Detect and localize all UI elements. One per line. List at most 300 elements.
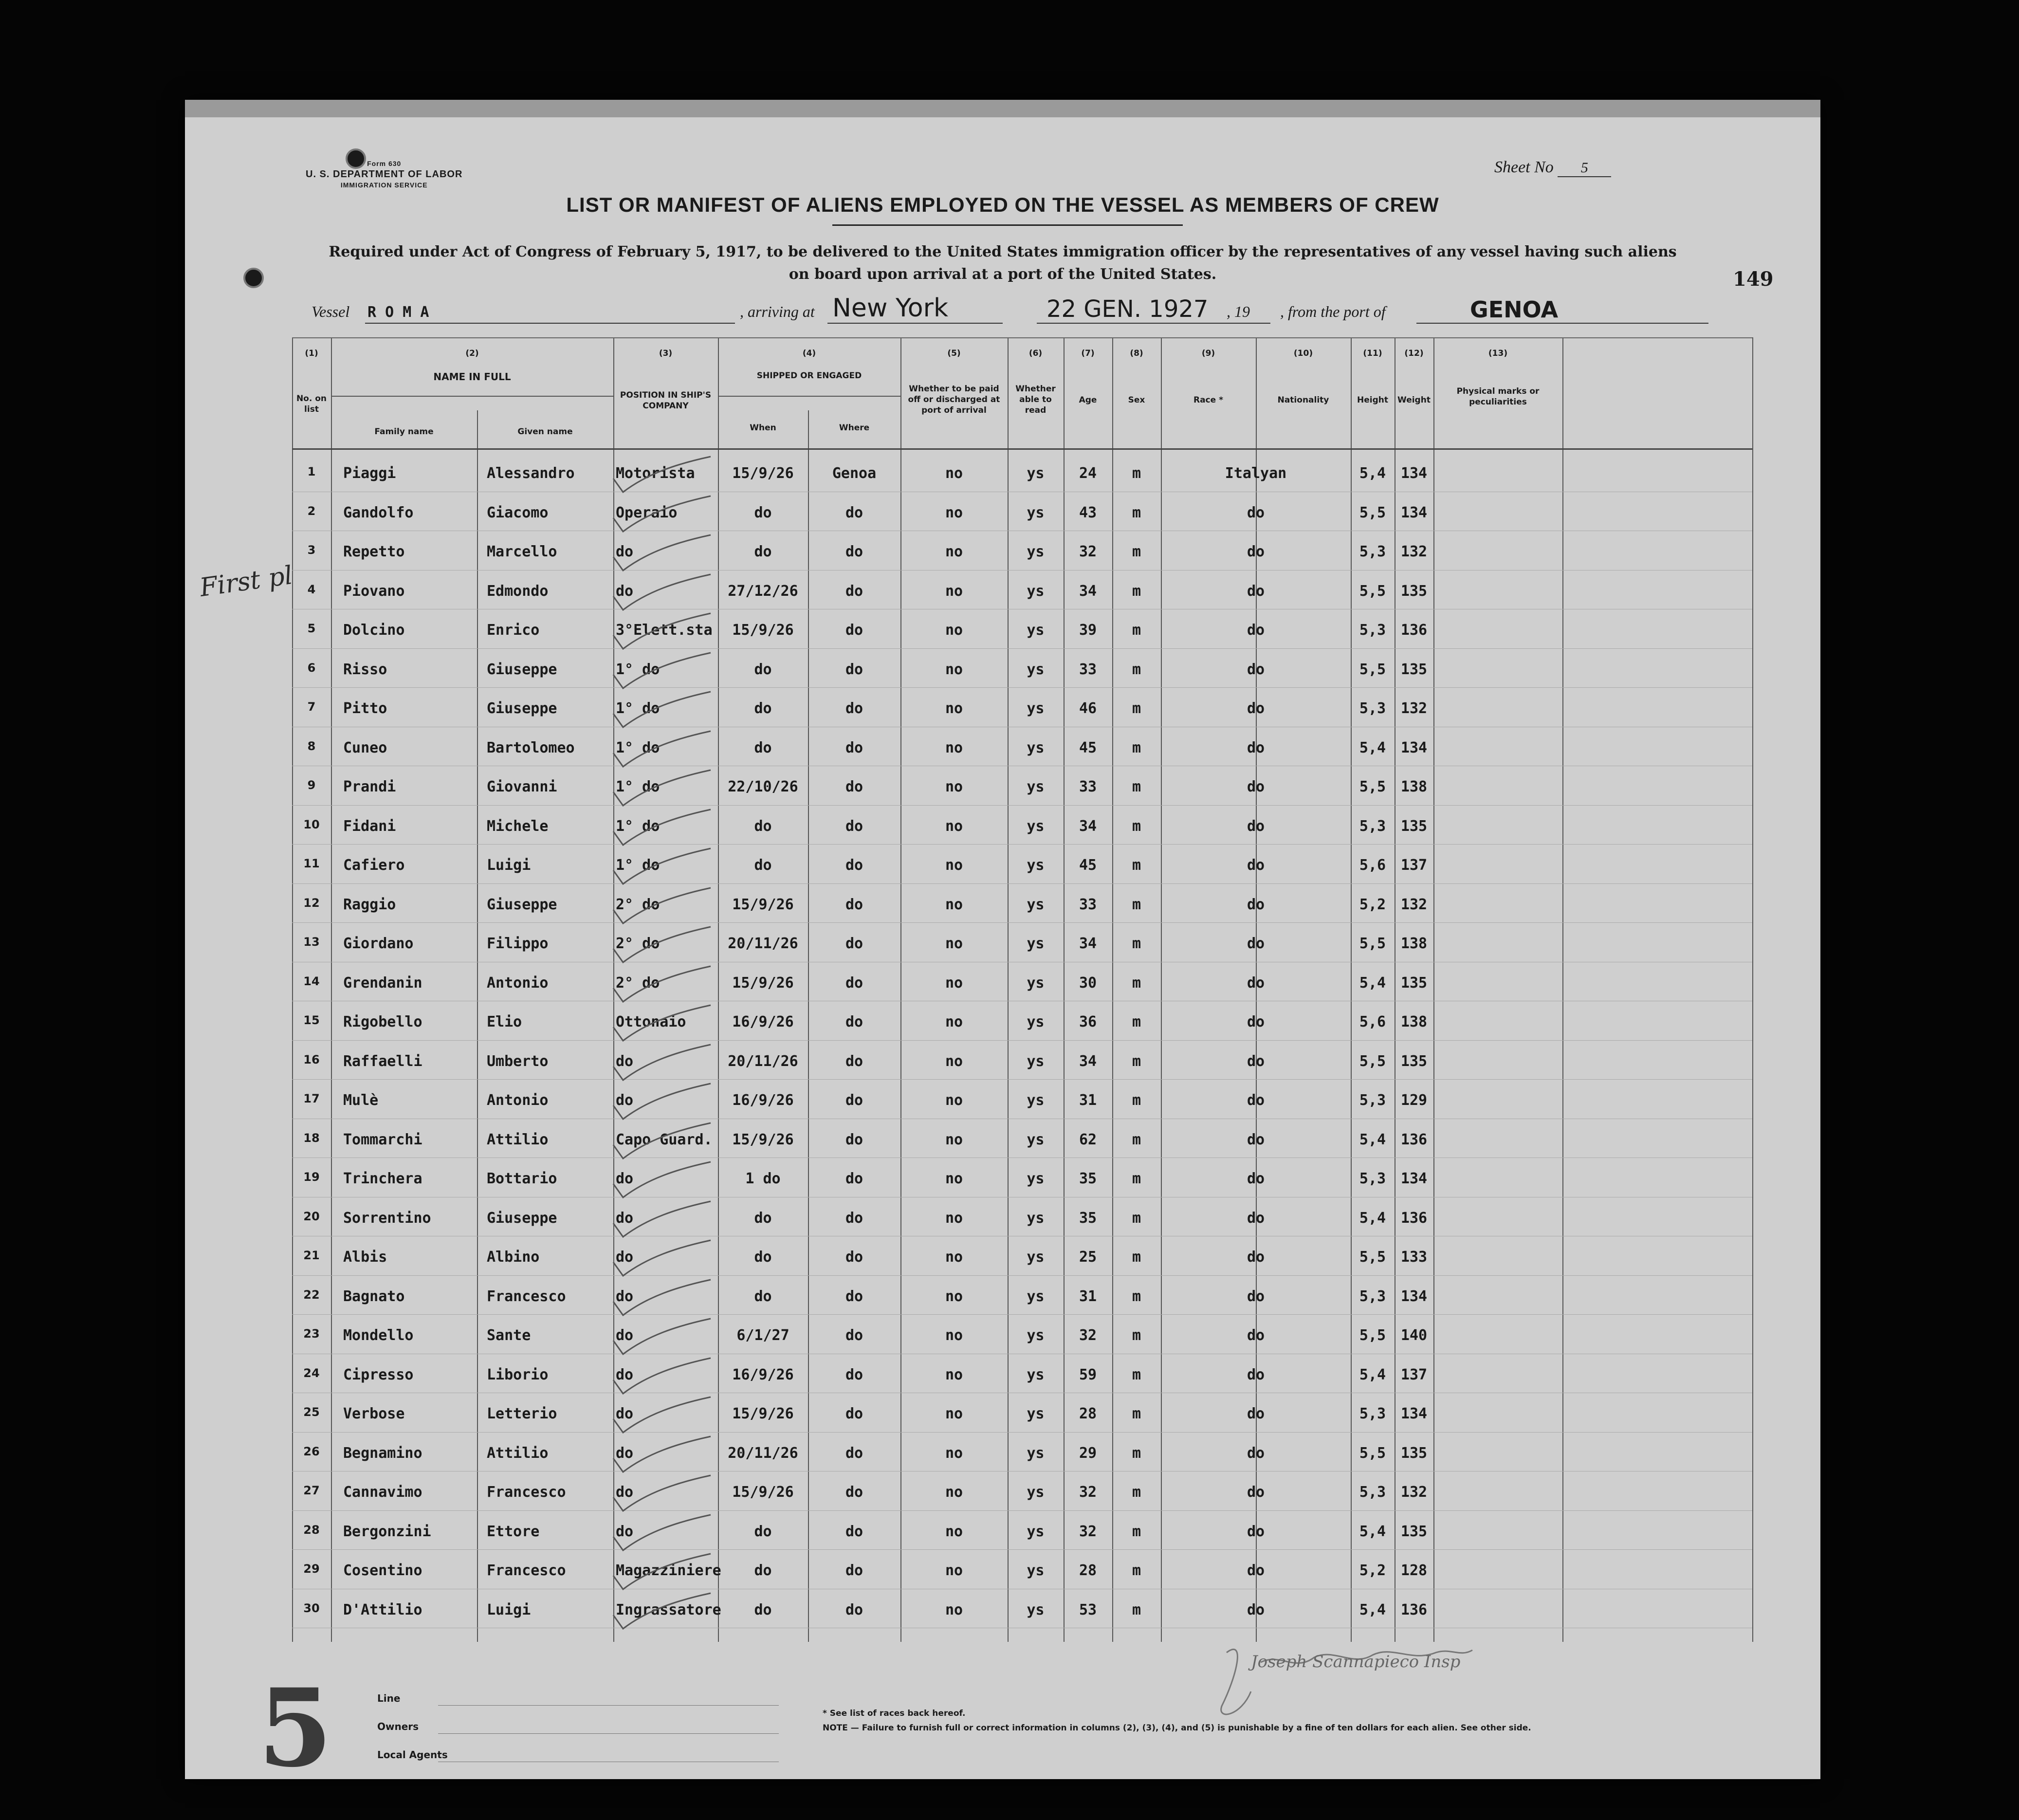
cell-race: do <box>1247 700 1265 717</box>
cell-race: do <box>1247 1013 1265 1030</box>
cell-height: 5,5 <box>1359 1249 1386 1266</box>
cell-paid-off: no <box>945 935 963 952</box>
cell-when: do <box>754 700 772 717</box>
cell-sex: m <box>1132 739 1141 756</box>
cell-no: 11 <box>303 857 320 870</box>
cell-family-name: Trinchera <box>343 1170 422 1187</box>
cell-where: do <box>845 1484 863 1501</box>
cell-age: 45 <box>1079 739 1097 756</box>
cell-sex: m <box>1132 504 1141 521</box>
signature-text: Joseph Scannapieco Insp <box>1251 1652 1461 1672</box>
header-able-to-read: Whether able to read <box>1015 384 1056 415</box>
cell-able-to-read: ys <box>1027 857 1045 874</box>
title-underline <box>832 224 1183 226</box>
check-mark-icon <box>608 533 716 576</box>
cell-given-name: Bartolomeo <box>487 739 575 756</box>
cell-given-name: Giuseppe <box>487 896 557 913</box>
cell-where: do <box>845 1405 863 1422</box>
cell-able-to-read: ys <box>1027 1287 1045 1305</box>
cell-family-name: Fidani <box>343 817 396 835</box>
name-header-rule <box>477 396 613 397</box>
cell-position: 2° do <box>616 974 660 992</box>
header-position: POSITION IN SHIP'S COMPANY <box>620 390 712 411</box>
cell-race: do <box>1247 974 1265 992</box>
cell-paid-off: no <box>945 1092 963 1109</box>
cell-when: do <box>754 817 772 835</box>
cell-family-name: Cafiero <box>343 857 405 874</box>
cell-able-to-read: ys <box>1027 1562 1045 1579</box>
check-mark-icon <box>608 1121 716 1164</box>
cell-able-to-read: ys <box>1027 778 1045 795</box>
cell-weight: 132 <box>1400 543 1428 560</box>
cell-when: do <box>754 1523 772 1540</box>
check-mark-icon <box>608 1277 716 1321</box>
cell-age: 35 <box>1079 1170 1097 1187</box>
cell-no: 29 <box>303 1562 320 1576</box>
cell-family-name: Piaggi <box>343 465 396 482</box>
cell-race: do <box>1247 778 1265 795</box>
cell-when: do <box>754 1287 772 1305</box>
cell-no: 12 <box>303 896 320 910</box>
header-bottom-rule <box>292 448 1752 450</box>
cell-paid-off: no <box>945 661 963 678</box>
col-num: (3) <box>659 349 673 358</box>
cell-when: do <box>754 857 772 874</box>
cell-race: do <box>1247 543 1265 560</box>
table-row <box>292 650 1752 690</box>
table-row <box>292 533 1752 572</box>
cell-sex: m <box>1132 661 1141 678</box>
cell-paid-off: no <box>945 1249 963 1266</box>
cell-paid-off: no <box>945 1405 963 1422</box>
cell-weight: 134 <box>1400 465 1428 482</box>
cell-no: 20 <box>303 1209 320 1223</box>
sheet-big-number: 5 <box>258 1665 333 1791</box>
cell-given-name: Francesco <box>487 1484 566 1501</box>
cell-race: do <box>1247 857 1265 874</box>
cell-weight: 135 <box>1400 661 1428 678</box>
arrival-date: 22 GEN. 1927 <box>1046 295 1209 323</box>
cell-able-to-read: ys <box>1027 1523 1045 1540</box>
cell-weight: 133 <box>1400 1249 1428 1266</box>
cell-height: 5,3 <box>1359 1092 1386 1109</box>
cell-paid-off: no <box>945 1287 963 1305</box>
cell-where: do <box>845 504 863 521</box>
cell-when: 15/9/26 <box>732 896 794 913</box>
cell-no: 10 <box>303 817 320 831</box>
header-name-in-full: NAME IN FULL <box>433 371 511 383</box>
cell-height: 5,3 <box>1359 1484 1386 1501</box>
cell-able-to-read: ys <box>1027 1366 1045 1383</box>
cell-able-to-read: ys <box>1027 700 1045 717</box>
cell-sex: m <box>1132 465 1141 482</box>
col-num: (2) <box>465 349 479 358</box>
cell-when: do <box>754 1249 772 1266</box>
check-mark-icon <box>608 729 716 772</box>
cell-sex: m <box>1132 1092 1141 1109</box>
cell-position: do <box>616 1444 634 1462</box>
cell-where: do <box>845 935 863 952</box>
table-row <box>292 924 1752 964</box>
cell-given-name: Marcello <box>487 543 557 560</box>
cell-age: 28 <box>1079 1562 1097 1579</box>
sheet-number-label: Sheet No <box>1494 158 1554 176</box>
cell-when: do <box>754 1601 772 1618</box>
cell-when: 22/10/26 <box>728 778 798 795</box>
cell-age: 33 <box>1079 778 1097 795</box>
cell-weight: 137 <box>1400 857 1428 874</box>
cell-where: do <box>845 1131 863 1148</box>
service-name: IMMIGRATION SERVICE <box>340 181 428 189</box>
cell-paid-off: no <box>945 1484 963 1501</box>
cell-paid-off: no <box>945 1366 963 1383</box>
cell-able-to-read: ys <box>1027 661 1045 678</box>
cell-position: do <box>616 1287 634 1305</box>
cell-when: 15/9/26 <box>732 1484 794 1501</box>
year-suffix: , 19 <box>1227 303 1250 320</box>
cell-family-name: Pitto <box>343 700 387 717</box>
cell-height: 5,5 <box>1359 1327 1386 1344</box>
cell-sex: m <box>1132 1052 1141 1070</box>
cell-sex: m <box>1132 1444 1141 1462</box>
cell-height: 5,4 <box>1359 1601 1386 1618</box>
cell-age: 32 <box>1079 543 1097 560</box>
cell-where: do <box>845 543 863 560</box>
cell-weight: 136 <box>1400 1131 1428 1148</box>
check-mark-icon <box>608 964 716 1008</box>
cell-weight: 132 <box>1400 1484 1428 1501</box>
cell-weight: 134 <box>1400 739 1428 756</box>
cell-given-name: Letterio <box>487 1405 557 1422</box>
cell-sex: m <box>1132 543 1141 560</box>
cell-given-name: Giuseppe <box>487 1209 557 1227</box>
cell-sex: m <box>1132 1327 1141 1344</box>
cell-paid-off: no <box>945 974 963 992</box>
cell-age: 32 <box>1079 1523 1097 1540</box>
table-row <box>292 729 1752 768</box>
date-underline <box>1037 323 1270 324</box>
vessel-name: R O M A <box>367 304 429 321</box>
cell-where: do <box>845 1523 863 1540</box>
sheet-top-edge <box>185 100 1820 117</box>
cell-family-name: Mulè <box>343 1092 379 1109</box>
cell-sex: m <box>1132 817 1141 835</box>
cell-age: 34 <box>1079 582 1097 600</box>
cell-given-name: Ettore <box>487 1523 540 1540</box>
cell-position: Operaio <box>616 504 678 521</box>
cell-race: do <box>1247 935 1265 952</box>
cell-given-name: Attilio <box>487 1131 549 1148</box>
cell-weight: 135 <box>1400 582 1428 600</box>
cell-race: do <box>1247 1366 1265 1383</box>
cell-sex: m <box>1132 1484 1141 1501</box>
cell-no: 9 <box>307 778 316 792</box>
cell-age: 34 <box>1079 935 1097 952</box>
cell-height: 5,5 <box>1359 1444 1386 1462</box>
table-row <box>292 1277 1752 1317</box>
owners-label: Owners <box>377 1721 419 1732</box>
table-top-rule <box>292 337 1752 338</box>
cell-no: 28 <box>303 1523 320 1537</box>
cell-height: 5,5 <box>1359 661 1386 678</box>
cell-sex: m <box>1132 1601 1141 1618</box>
cell-paid-off: no <box>945 1523 963 1540</box>
cell-given-name: Giuseppe <box>487 661 557 678</box>
cell-no: 27 <box>303 1484 320 1497</box>
cell-height: 5,6 <box>1359 1013 1386 1030</box>
col-num: (10) <box>1293 349 1313 358</box>
cell-weight: 138 <box>1400 778 1428 795</box>
table-row <box>292 572 1752 611</box>
header-race: Race * <box>1193 395 1223 405</box>
cell-where: do <box>845 1013 863 1030</box>
cell-no: 15 <box>303 1013 320 1027</box>
cell-height: 5,3 <box>1359 700 1386 717</box>
cell-no: 1 <box>307 465 316 478</box>
cell-where: do <box>845 1366 863 1383</box>
subtitle-line-1: Required under Act of Congress of February 5, 1917, to be delivered to the United States immigration officer by the representatives of any vessel having such aliens <box>329 243 1677 260</box>
cell-given-name: Edmondo <box>487 582 549 600</box>
table-row <box>292 1512 1752 1552</box>
cell-paid-off: no <box>945 504 963 521</box>
cell-sex: m <box>1132 1131 1141 1148</box>
punch-hole <box>243 268 264 288</box>
cell-weight: 138 <box>1400 935 1428 952</box>
check-mark-icon <box>608 807 716 851</box>
cell-age: 33 <box>1079 896 1097 913</box>
cell-given-name: Antonio <box>487 1092 549 1109</box>
table-row <box>292 768 1752 807</box>
cell-family-name: Albis <box>343 1249 387 1266</box>
page-number: 149 <box>1733 268 1774 291</box>
cell-paid-off: no <box>945 1013 963 1030</box>
cell-paid-off: no <box>945 1327 963 1344</box>
cell-able-to-read: ys <box>1027 935 1045 952</box>
cell-when: 16/9/26 <box>732 1092 794 1109</box>
header-given-name: Given name <box>517 427 573 437</box>
cell-position: do <box>616 1366 634 1383</box>
cell-no: 16 <box>303 1052 320 1066</box>
cell-position: Ingrassatore <box>616 1601 721 1618</box>
cell-age: 25 <box>1079 1249 1097 1266</box>
cell-height: 5,5 <box>1359 504 1386 521</box>
cell-when: 15/9/26 <box>732 974 794 992</box>
cell-where: do <box>845 1052 863 1070</box>
table-row <box>292 611 1752 650</box>
col-num: (4) <box>802 349 816 358</box>
col-num: (12) <box>1404 349 1424 358</box>
cell-weight: 140 <box>1400 1327 1428 1344</box>
cell-given-name: Antonio <box>487 974 549 992</box>
cell-able-to-read: ys <box>1027 817 1045 835</box>
table-row <box>292 454 1752 494</box>
header-family-name: Family name <box>374 427 434 437</box>
cell-family-name: Repetto <box>343 543 405 560</box>
cell-when: 20/11/26 <box>728 1444 798 1462</box>
cell-paid-off: no <box>945 1209 963 1227</box>
races-footnote: * See list of races back hereof. <box>823 1709 966 1718</box>
cell-able-to-read: ys <box>1027 1209 1045 1227</box>
cell-position: 1° do <box>616 817 660 835</box>
cell-family-name: Giordano <box>343 935 414 952</box>
cell-sex: m <box>1132 622 1141 639</box>
cell-no: 13 <box>303 935 320 949</box>
cell-when: do <box>754 1209 772 1227</box>
cell-no: 8 <box>307 739 316 753</box>
cell-paid-off: no <box>945 1131 963 1148</box>
cell-when: do <box>754 504 772 521</box>
cell-no: 24 <box>303 1366 320 1380</box>
cell-when: 15/9/26 <box>732 1405 794 1422</box>
cell-where: do <box>845 896 863 913</box>
table-row <box>292 1003 1752 1042</box>
cell-weight: 132 <box>1400 700 1428 717</box>
table-row <box>292 846 1752 885</box>
table-row <box>292 1316 1752 1356</box>
cell-race: do <box>1247 1601 1265 1618</box>
cell-given-name: Giuseppe <box>487 700 557 717</box>
cell-where: do <box>845 974 863 992</box>
cell-position: Magazziniere <box>616 1562 721 1579</box>
check-mark-icon <box>608 454 716 498</box>
cell-sex: m <box>1132 1405 1141 1422</box>
header-weight: Weight <box>1397 395 1431 405</box>
cell-where: do <box>845 1209 863 1227</box>
cell-no: 18 <box>303 1131 320 1145</box>
cell-where: do <box>845 1327 863 1344</box>
cell-given-name: Michele <box>487 817 549 835</box>
cell-race: Italyan <box>1225 465 1287 482</box>
cell-race: do <box>1247 661 1265 678</box>
cell-family-name: Verbose <box>343 1405 405 1422</box>
cell-no: 7 <box>307 700 316 714</box>
cell-family-name: Cannavimo <box>343 1484 422 1501</box>
check-mark-icon <box>608 924 716 968</box>
line-underline <box>438 1705 779 1706</box>
cell-height: 5,3 <box>1359 1287 1386 1305</box>
cell-family-name: Cosentino <box>343 1562 422 1579</box>
cell-height: 5,3 <box>1359 543 1386 560</box>
cell-when: do <box>754 661 772 678</box>
cell-able-to-read: ys <box>1027 1131 1045 1148</box>
cell-where: do <box>845 1249 863 1266</box>
cell-age: 36 <box>1079 1013 1097 1030</box>
check-mark-icon <box>608 885 716 929</box>
cell-position: 2° do <box>616 935 660 952</box>
cell-race: do <box>1247 1209 1265 1227</box>
cell-where: do <box>845 582 863 600</box>
table-row <box>292 494 1752 533</box>
vessel-line <box>312 294 1713 324</box>
cell-where: do <box>845 739 863 756</box>
check-mark-icon <box>608 689 716 733</box>
cell-age: 35 <box>1079 1209 1097 1227</box>
cell-height: 5,3 <box>1359 1405 1386 1422</box>
table-row <box>292 1591 1752 1630</box>
cell-able-to-read: ys <box>1027 1484 1045 1501</box>
check-mark-icon <box>608 768 716 811</box>
subtitle-line-2: on board upon arrival at a port of the United States. <box>789 266 1217 283</box>
footer-labels <box>377 1684 448 1769</box>
cell-no: 22 <box>303 1287 320 1302</box>
cell-age: 33 <box>1079 661 1097 678</box>
cell-race: do <box>1247 504 1265 521</box>
cell-sex: m <box>1132 935 1141 952</box>
cell-position: do <box>616 1092 634 1109</box>
cell-no: 30 <box>303 1601 320 1615</box>
cell-where: do <box>845 661 863 678</box>
cell-age: 39 <box>1079 622 1097 639</box>
table-row <box>292 1159 1752 1199</box>
cell-where: do <box>845 622 863 639</box>
cell-age: 29 <box>1079 1444 1097 1462</box>
col-num: (11) <box>1363 349 1382 358</box>
cell-race: do <box>1247 1405 1265 1422</box>
cell-no: 4 <box>307 582 316 596</box>
cell-position: 3°Elett.sta <box>616 622 713 639</box>
cell-family-name: Cuneo <box>343 739 387 756</box>
cell-no: 14 <box>303 974 320 988</box>
cell-able-to-read: ys <box>1027 622 1045 639</box>
cell-family-name: Rigobello <box>343 1013 422 1030</box>
cell-when: 6/1/27 <box>736 1327 789 1344</box>
cell-able-to-read: ys <box>1027 1092 1045 1109</box>
cell-no: 6 <box>307 661 316 675</box>
cell-position: 1° do <box>616 778 660 795</box>
cell-sex: m <box>1132 1013 1141 1030</box>
cell-family-name: Raggio <box>343 896 396 913</box>
cell-family-name: Bergonzini <box>343 1523 431 1540</box>
cell-when: 15/9/26 <box>732 622 794 639</box>
cell-weight: 135 <box>1400 1523 1428 1540</box>
sheet-number-value: 5 <box>1558 160 1611 177</box>
cell-when: 27/12/26 <box>728 582 798 600</box>
cell-position: 2° do <box>616 896 660 913</box>
cell-age: 31 <box>1079 1092 1097 1109</box>
cell-able-to-read: ys <box>1027 582 1045 600</box>
cell-able-to-read: ys <box>1027 1249 1045 1266</box>
cell-sex: m <box>1132 1209 1141 1227</box>
cell-race: do <box>1247 1327 1265 1344</box>
cell-given-name: Umberto <box>487 1052 549 1070</box>
cell-when: 15/9/26 <box>732 465 794 482</box>
form-identifier <box>306 158 462 190</box>
header-physical-marks: Physical marks or peculiarities <box>1456 386 1540 407</box>
cell-where: do <box>845 1170 863 1187</box>
cell-sex: m <box>1132 778 1141 795</box>
line-label: Line <box>377 1692 401 1704</box>
cell-weight: 132 <box>1400 896 1428 913</box>
cell-where: do <box>845 857 863 874</box>
header-where: Where <box>839 423 870 433</box>
cell-sex: m <box>1132 1170 1141 1187</box>
cell-given-name: Attilio <box>487 1444 549 1462</box>
cell-age: 28 <box>1079 1405 1097 1422</box>
cell-position: Capo Guard. <box>616 1131 713 1148</box>
cell-family-name: Dolcino <box>343 622 405 639</box>
cell-sex: m <box>1132 1249 1141 1266</box>
cell-able-to-read: ys <box>1027 896 1045 913</box>
col-num: (7) <box>1081 349 1095 358</box>
cell-given-name: Liborio <box>487 1366 549 1383</box>
cell-given-name: Elio <box>487 1013 522 1030</box>
cell-race: do <box>1247 1131 1265 1148</box>
cell-weight: 129 <box>1400 1092 1428 1109</box>
penalty-note: NOTE — Failure to furnish full or correct information in columns (2), (3), (4), and (5) is punishable by a fine of ten dollars for each alien. See other side. <box>823 1723 1531 1733</box>
cell-able-to-read: ys <box>1027 1013 1045 1030</box>
cell-weight: 136 <box>1400 1209 1428 1227</box>
cell-position: 1° do <box>616 661 660 678</box>
